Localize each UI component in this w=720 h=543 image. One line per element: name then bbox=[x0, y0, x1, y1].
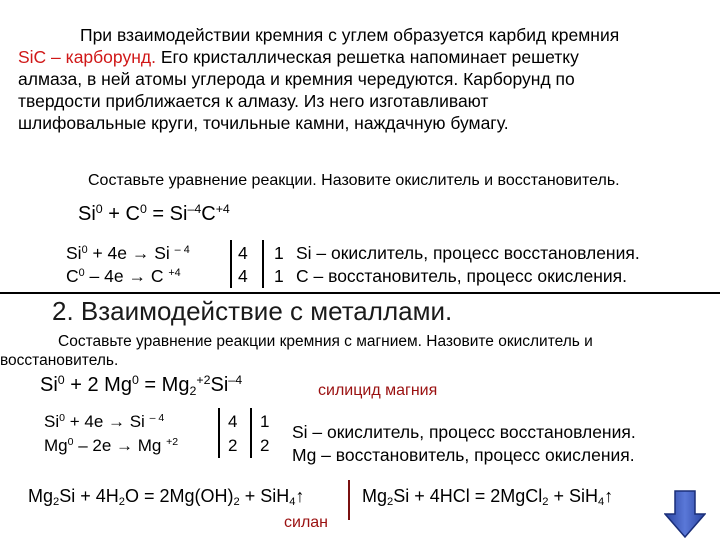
electron-count: 4 bbox=[238, 243, 248, 263]
intro-paragraph bbox=[18, 24, 698, 134]
half-reaction-mg: Mg$^0$ – 2e → Mg $^{+2}$ bbox=[44, 436, 179, 455]
section-title: 2. Взаимодействие с металлами. bbox=[52, 296, 453, 326]
balance-divider bbox=[218, 408, 220, 458]
electron-count: 4 bbox=[238, 266, 248, 286]
reaction-hydrolysis: $Mg_2Si + 4H_2O = 2Mg(OH)_2$ + SiH$_4$↑ bbox=[28, 486, 305, 509]
sic-carborundum: SiC – карборунд. bbox=[18, 47, 156, 67]
task1-instruction: Составьте уравнение реакции. Назовите окислитель и восстановитель. bbox=[88, 172, 620, 189]
balance-divider bbox=[230, 240, 232, 288]
role-description: Mg – восстановитель, процесс окисления. bbox=[292, 445, 635, 465]
silicide-label: силицид магния bbox=[318, 382, 438, 399]
coefficient: 2 bbox=[260, 436, 270, 455]
half-reaction-si: $Si^0 + 4e \to Si$ $^{- 4}$ bbox=[44, 412, 165, 431]
role-description: C – восстановитель, процесс окисления. bbox=[296, 266, 627, 286]
electron-count: 2 bbox=[228, 436, 238, 455]
reaction-divider bbox=[348, 480, 350, 520]
task1-equation: $Si^0 + C^0 = Si^{-4}C^{+4}$ bbox=[78, 202, 230, 225]
silan-label: силан bbox=[284, 514, 329, 531]
balance-divider bbox=[250, 408, 252, 458]
intro-line: алмаза, в ней атомы углерода и кремния чередуются. Карборунд по bbox=[18, 69, 575, 89]
coefficient: 1 bbox=[274, 243, 284, 263]
intro-line: твердости приближается к алмазу. Из него изготавливают bbox=[18, 91, 489, 111]
half-reaction-c: $C^0 - 4e \to C$ $^{+4}$ bbox=[66, 266, 181, 286]
task2-equation: $Si^0 + 2$ $Mg^0 = Mg_2^{+2}Si^{-4}$ bbox=[40, 373, 243, 398]
section-divider bbox=[0, 292, 720, 294]
down-arrow-icon[interactable] bbox=[664, 490, 706, 543]
coefficient: 1 bbox=[274, 266, 284, 286]
role-description: Si – окислитель, процесс восстановления. bbox=[296, 243, 640, 263]
role-description: Si – окислитель, процесс восстановления. bbox=[292, 422, 636, 442]
intro-line: При взаимодействии кремния с углем образуется карбид кремния bbox=[80, 25, 620, 45]
reaction-hcl: $Mg_2Si + 4HCl$ = 2MgCl$_2$ + SiH$_4$↑ bbox=[362, 486, 614, 509]
half-reaction-si: $Si^0 + 4e \to Si$ $^{- 4}$ bbox=[66, 243, 190, 263]
intro-line bbox=[18, 46, 698, 68]
balance-divider bbox=[262, 240, 264, 288]
coefficient: 1 bbox=[260, 412, 270, 431]
intro-line: шлифовальные круги, точильные камни, наждачную бумагу. bbox=[18, 113, 509, 133]
task2-instruction: Составьте уравнение реакции кремния с магнием. Назовите окислитель и восстановитель. bbox=[0, 333, 593, 369]
electron-count: 4 bbox=[228, 412, 238, 431]
intro-line-rest: Его кристаллическая решетка напоминает решетку bbox=[155, 47, 579, 67]
